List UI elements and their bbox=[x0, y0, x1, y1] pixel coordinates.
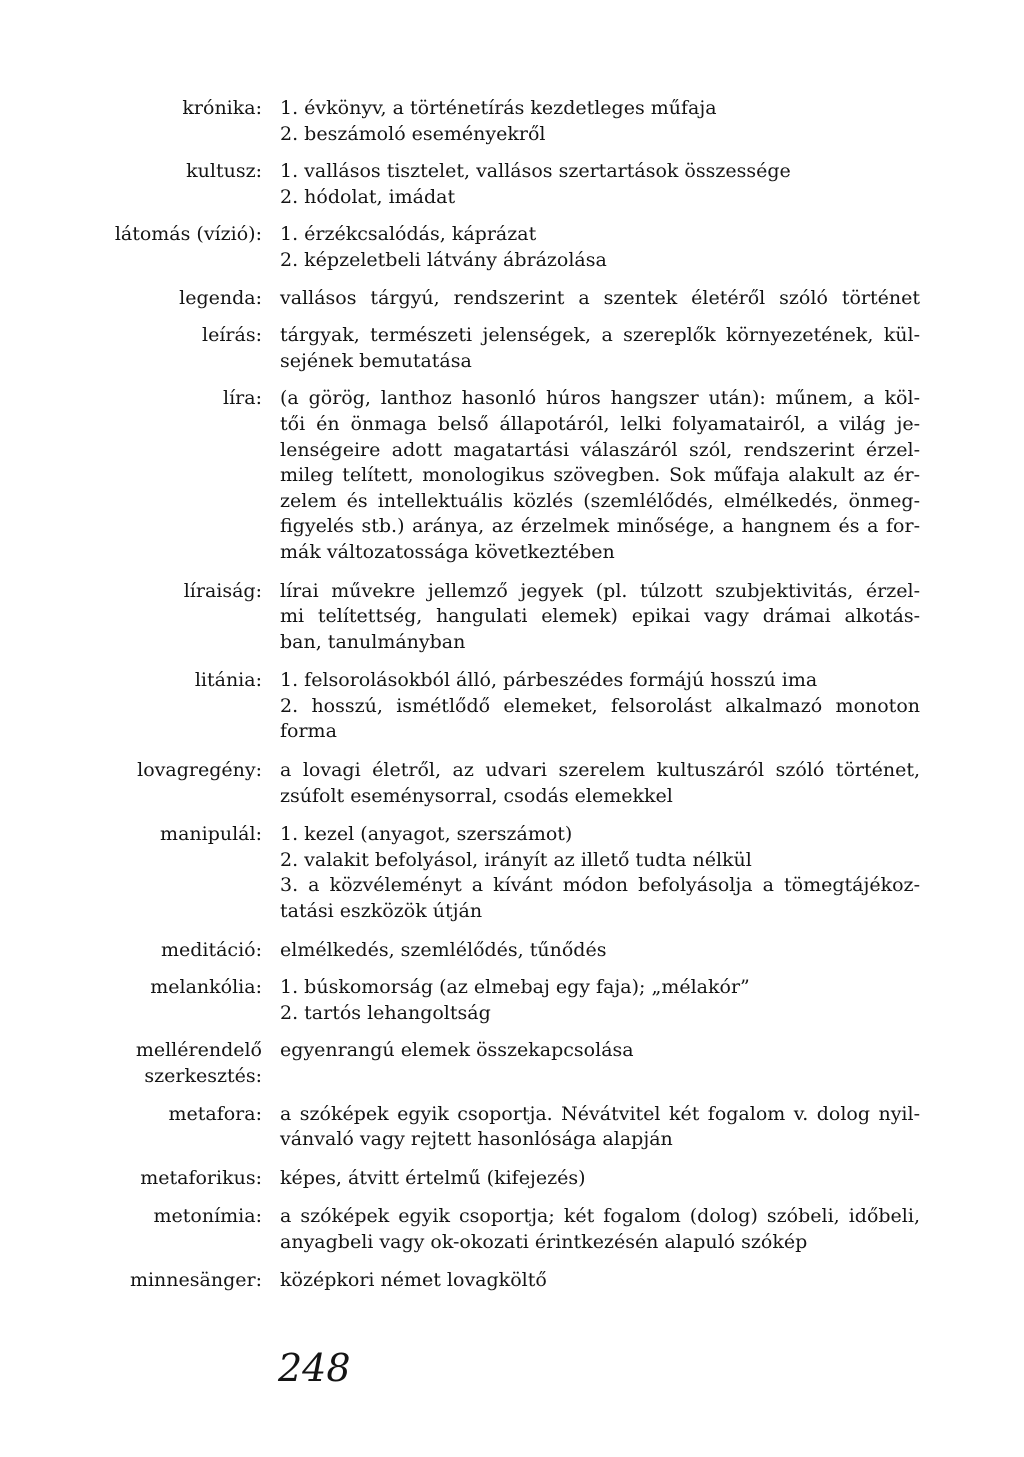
definition-line: 1. vallásos tisztelet, vallásos szertartások összessége bbox=[280, 160, 791, 183]
definition-line: tárgyak, természeti jelenségek, a szereplők környezetének, kül- bbox=[280, 324, 920, 347]
entry-term bbox=[0, 579, 262, 605]
entry-term bbox=[0, 822, 262, 848]
definition-line: tői én önmaga belső állapotáról, lelki folyamatairól, a világ je- bbox=[280, 412, 920, 435]
glossary-entry bbox=[0, 975, 1024, 1026]
definition-line: egyenrangú elemek összekapcsolása bbox=[280, 1039, 634, 1062]
definition-line: 1. kezel (anyagot, szerszámot) bbox=[280, 823, 573, 846]
term-line: melankólia: bbox=[150, 976, 262, 999]
glossary-entry bbox=[0, 96, 1024, 147]
definition-line: a lovagi életről, az udvari szerelem kultuszáról szóló történet, bbox=[280, 759, 920, 782]
glossary-entry bbox=[0, 159, 1024, 210]
definition-line: vallásos tárgyú, rendszerint a szentek életéről szóló történet bbox=[280, 286, 920, 309]
definition-line: forma bbox=[280, 720, 337, 743]
term-line: mellérendelő bbox=[135, 1039, 262, 1062]
definition-line: 2. képzeletbeli látvány ábrázolása bbox=[280, 248, 607, 271]
glossary-entry bbox=[0, 1102, 1024, 1153]
definition-line: zelem és intellektuális közlés (szemlélődés, elmélkedés, önmeg- bbox=[280, 489, 920, 512]
term-line: líraiság: bbox=[183, 579, 262, 602]
term-line: metafora: bbox=[168, 1102, 262, 1125]
definition-line: 1. évkönyv, a történetírás kezdetleges műfaja bbox=[280, 97, 717, 119]
definition-line: figyelés stb.) aránya, az érzelmek minősége, a hangnem és a for- bbox=[280, 515, 920, 538]
definition-line: 2. hódolat, imádat bbox=[280, 185, 456, 208]
entry-term bbox=[0, 1204, 262, 1230]
term-line: krónika: bbox=[182, 97, 262, 119]
term-line: metonímia: bbox=[153, 1205, 262, 1228]
entry-term bbox=[0, 222, 262, 248]
glossary-list bbox=[0, 96, 1024, 1293]
glossary-entry bbox=[0, 1204, 1024, 1255]
entry-definition bbox=[280, 1102, 920, 1153]
term-line: kultusz: bbox=[186, 160, 262, 183]
definition-line: anyagbeli vagy ok-okozati érintkezésén alapuló szókép bbox=[280, 1230, 808, 1253]
term-line: litánia: bbox=[194, 669, 262, 692]
entry-term bbox=[0, 938, 262, 964]
definition-line: 2. valakit befolyásol, irányít az illető tudta nélkül bbox=[280, 848, 752, 871]
definition-line: lírai művekre jellemző jegyek (pl. túlzott szubjektivitás, érzel- bbox=[280, 579, 920, 602]
entry-term bbox=[0, 159, 262, 185]
entry-term bbox=[0, 668, 262, 694]
definition-line: képes, átvitt értelmű (kifejezés) bbox=[280, 1166, 586, 1189]
term-line: szerkesztés: bbox=[144, 1065, 262, 1087]
entry-definition bbox=[280, 668, 920, 745]
entry-definition bbox=[280, 96, 920, 147]
definition-line: sejének bemutatása bbox=[280, 349, 472, 372]
definition-line: mi telítettség, hangulati elemek) epikai vagy drámai alkotás- bbox=[280, 605, 920, 628]
definition-line: zsúfolt eseménysorral, csodás elemekkel bbox=[280, 784, 673, 807]
term-line: leírás: bbox=[202, 324, 262, 347]
term-line: meditáció: bbox=[160, 938, 262, 961]
entry-definition bbox=[280, 938, 920, 964]
entry-definition bbox=[280, 975, 920, 1026]
entry-definition bbox=[280, 1268, 920, 1294]
entry-definition bbox=[280, 386, 920, 565]
entry-definition bbox=[280, 323, 920, 374]
term-line: manipulál: bbox=[160, 823, 262, 846]
definition-line: mileg telített, monologikus szövegben. Sok műfaja alakult az ér- bbox=[280, 464, 920, 487]
glossary-entry bbox=[0, 579, 1024, 656]
glossary-entry bbox=[0, 1166, 1024, 1192]
definition-line: 2. beszámoló eseményekről bbox=[280, 122, 546, 145]
term-line: lovagregény: bbox=[137, 759, 262, 782]
term-line: líra: bbox=[223, 387, 262, 410]
definition-line: lenségeire adott magatartási válaszáról szól, rendszerint érzel- bbox=[280, 438, 920, 461]
entry-term bbox=[0, 975, 262, 1001]
term-line: metaforikus: bbox=[140, 1166, 262, 1189]
term-line: legenda: bbox=[179, 286, 262, 309]
definition-line: 3. a közvéleményt a kívánt módon befolyásolja a tömegtájékoz- bbox=[280, 874, 920, 897]
definition-line: mák változatossága következtében bbox=[280, 540, 615, 563]
definition-line: elmélkedés, szemlélődés, tűnődés bbox=[280, 938, 607, 961]
definition-line: ban, tanulmányban bbox=[280, 630, 466, 653]
term-line: minnesänger: bbox=[129, 1268, 262, 1291]
definition-line: tatási eszközök útján bbox=[280, 900, 483, 923]
term-line: látomás (vízió): bbox=[114, 223, 262, 246]
entry-definition bbox=[280, 286, 920, 312]
glossary-entry bbox=[0, 386, 1024, 565]
page-number: 248 bbox=[278, 1346, 351, 1390]
entry-term bbox=[0, 758, 262, 784]
glossary-entry bbox=[0, 323, 1024, 374]
glossary-entry bbox=[0, 286, 1024, 312]
glossary-entry bbox=[0, 1268, 1024, 1294]
glossary-entry bbox=[0, 758, 1024, 809]
definition-line: a szóképek egyik csoportja; két fogalom (dolog) szóbeli, időbeli, bbox=[280, 1205, 920, 1228]
glossary-entry bbox=[0, 668, 1024, 745]
definition-line: vánvaló vagy rejtett hasonlósága alapján bbox=[280, 1128, 673, 1151]
entry-definition bbox=[280, 758, 920, 809]
definition-line: 1. érzékcsalódás, káprázat bbox=[280, 223, 537, 246]
entry-term bbox=[0, 286, 262, 312]
entry-term bbox=[0, 1166, 262, 1192]
entry-definition bbox=[280, 222, 920, 273]
entry-definition bbox=[280, 159, 920, 210]
entry-term bbox=[0, 386, 262, 412]
glossary-entry bbox=[0, 938, 1024, 964]
definition-line: 2. tartós lehangoltság bbox=[280, 1001, 491, 1024]
entry-definition bbox=[280, 1038, 920, 1064]
definition-line: középkori német lovagköltő bbox=[280, 1268, 547, 1291]
glossary-entry bbox=[0, 222, 1024, 273]
definition-line: a szóképek egyik csoportja. Névátvitel két fogalom v. dolog nyil- bbox=[280, 1102, 920, 1125]
glossary-entry bbox=[0, 822, 1024, 924]
definition-line: (a görög, lanthoz hasonló húros hangszer után): műnem, a köl- bbox=[280, 387, 920, 410]
entry-term bbox=[0, 1102, 262, 1128]
glossary-entry bbox=[0, 1038, 1024, 1089]
entry-definition bbox=[280, 822, 920, 924]
entry-definition bbox=[280, 1166, 920, 1192]
definition-line: 1. felsorolásokból álló, párbeszédes formájú hosszú ima bbox=[280, 669, 818, 692]
entry-term bbox=[0, 1038, 262, 1089]
entry-definition bbox=[280, 1204, 920, 1255]
definition-line: 2. hosszú, ismétlődő elemeket, felsorolást alkalmazó monoton bbox=[280, 694, 920, 717]
entry-definition bbox=[280, 579, 920, 656]
definition-line: 1. búskomorság (az elmebaj egy faja); „mélakór” bbox=[280, 976, 750, 999]
entry-term bbox=[0, 1268, 262, 1294]
entry-term bbox=[0, 96, 262, 122]
entry-term bbox=[0, 323, 262, 349]
